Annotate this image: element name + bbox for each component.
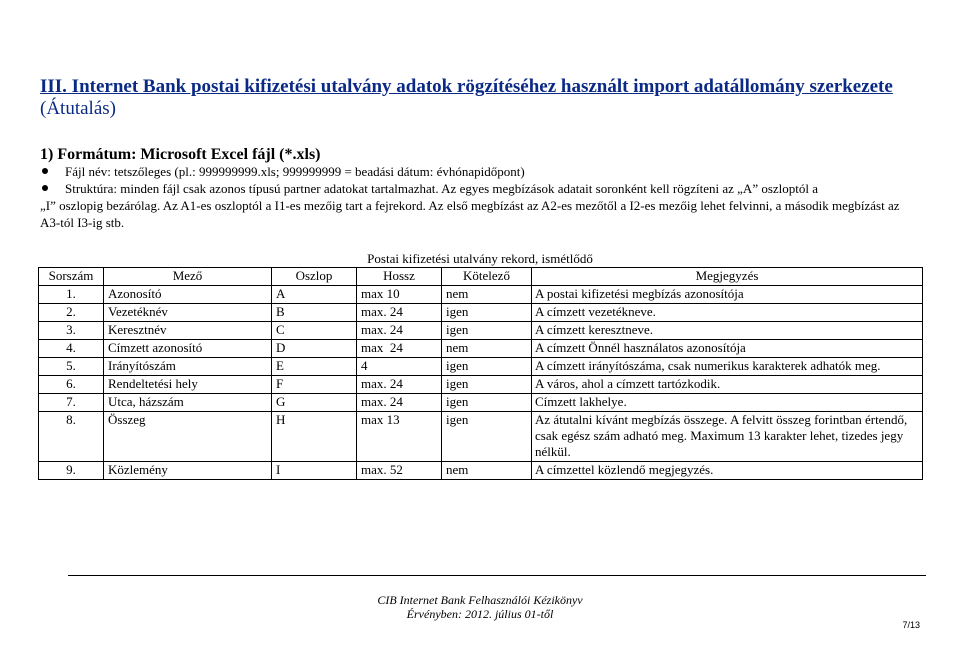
cell-length: max. 24 [357, 322, 442, 340]
cell-note: A címzett keresztneve. [532, 322, 923, 340]
cell-required: nem [442, 340, 532, 358]
header-hossz: Hossz [357, 268, 442, 286]
cell-required: igen [442, 394, 532, 412]
bullet-text: Struktúra: minden fájl csak azonos típusú partner adatokat tartalmazhat. Az egyes megbízások adatait soronként kell rögzíteni az „A” oszloptól a [65, 181, 819, 196]
page-number: 7/13 [902, 620, 920, 630]
cell-field: Rendeltetési hely [104, 376, 272, 394]
bullet-text: Fájl név: tetszőleges (pl.: 999999999.xls; 999999999 = beadási dátum: évhónapidőpont) [65, 164, 525, 179]
cell-length: max. 24 [357, 304, 442, 322]
cell-number: 4. [39, 340, 104, 358]
cell-note: A címzett Önnél használatos azonosítója [532, 340, 923, 358]
cell-required: igen [442, 304, 532, 322]
table-row [39, 286, 923, 304]
cell-column: D [272, 340, 357, 358]
cell-field: Utca, házszám [104, 394, 272, 412]
cell-note: A címzett vezetékneve. [532, 304, 923, 322]
cell-note: Címzett lakhelye. [532, 394, 923, 412]
header-mezo: Mező [104, 268, 272, 286]
cell-field: Összeg [104, 412, 272, 462]
table-caption: Postai kifizetési utalvány rekord, ismétlődő [367, 251, 593, 266]
cell-required: igen [442, 412, 532, 462]
footer-manual-title: CIB Internet Bank Felhasználói Kézikönyv [377, 593, 583, 607]
cell-field: Keresztnév [104, 322, 272, 340]
chapter-subtitle: (Átutalás) [40, 98, 116, 119]
header-megjegyzes: Megjegyzés [532, 268, 923, 286]
table-row [39, 394, 923, 412]
footer-divider [68, 575, 926, 576]
cell-number: 7. [39, 394, 104, 412]
cell-field: Azonosító [104, 286, 272, 304]
cell-note: A postai kifizetési megbízás azonosítója [532, 286, 923, 304]
header-sorszam: Sorszám [39, 268, 104, 286]
footer-validity: Érvényben: 2012. július 01-től [406, 607, 554, 621]
cell-length: max. 52 [357, 462, 442, 480]
table-row [39, 358, 923, 376]
cell-number: 5. [39, 358, 104, 376]
cell-note: A város, ahol a címzett tartózkodik. [532, 376, 923, 394]
table-row [39, 322, 923, 340]
cell-column: I [272, 462, 357, 480]
cell-column: H [272, 412, 357, 462]
cell-note: A címzett irányítószáma, csak numerikus karakterek adhatók meg. [532, 358, 923, 376]
table-header-row [39, 268, 923, 286]
cell-field: Irányítószám [104, 358, 272, 376]
cell-column: F [272, 376, 357, 394]
cell-length: max 24 [357, 340, 442, 358]
section-title: 1) Formátum: Microsoft Excel fájl (*.xls) [40, 146, 321, 163]
cell-column: G [272, 394, 357, 412]
cell-required: igen [442, 376, 532, 394]
cell-required: igen [442, 358, 532, 376]
cell-note: Az átutalni kívánt megbízás összege. A felvitt összeg forintban értendő, csak egész szám adható meg. Maximum 13 karakter lehet, tizedes jegy nélkül. [532, 412, 923, 462]
cell-number: 6. [39, 376, 104, 394]
header-kotelezo: Kötelező [442, 268, 532, 286]
cell-length: max 13 [357, 412, 442, 462]
bullet-item [40, 163, 920, 180]
chapter-title: III. Internet Bank postai kifizetési utalvány adatok rögzítéséhez használt import adatállomány szerkezete [40, 76, 893, 97]
cell-column: E [272, 358, 357, 376]
table-row [39, 412, 923, 462]
cell-required: igen [442, 322, 532, 340]
cell-number: 9. [39, 462, 104, 480]
cell-field: Címzett azonosító [104, 340, 272, 358]
cell-length: max. 24 [357, 376, 442, 394]
cell-field: Vezetéknév [104, 304, 272, 322]
cell-column: C [272, 322, 357, 340]
record-table [38, 267, 923, 480]
cell-required: nem [442, 286, 532, 304]
bullet-dot-icon [42, 185, 48, 191]
bullet-list [40, 163, 920, 197]
table-row [39, 340, 923, 358]
cell-column: B [272, 304, 357, 322]
cell-field: Közlemény [104, 462, 272, 480]
header-oszlop: Oszlop [272, 268, 357, 286]
cell-length: 4 [357, 358, 442, 376]
cell-note: A címzettel közlendő megjegyzés. [532, 462, 923, 480]
cell-column: A [272, 286, 357, 304]
table-row [39, 376, 923, 394]
record-table-block [38, 251, 922, 480]
structure-continuation-text: „I” oszlopig bezárólag. Az A1-es oszloptól a I1-es mezőig tart a fejrekord. Az első megbízást az A2-es mezőtől a I2-es mezőig lehet felvinni, a második megbízást az A3-tól I3-ig stb. [40, 198, 900, 230]
cell-length: max. 24 [357, 394, 442, 412]
chapter-heading [40, 76, 920, 120]
table-row [39, 304, 923, 322]
cell-number: 8. [39, 412, 104, 462]
bullet-item [40, 180, 920, 197]
cell-number: 1. [39, 286, 104, 304]
cell-required: nem [442, 462, 532, 480]
cell-number: 3. [39, 322, 104, 340]
bullet-dot-icon [42, 168, 48, 174]
cell-length: max 10 [357, 286, 442, 304]
table-row [39, 462, 923, 480]
cell-number: 2. [39, 304, 104, 322]
